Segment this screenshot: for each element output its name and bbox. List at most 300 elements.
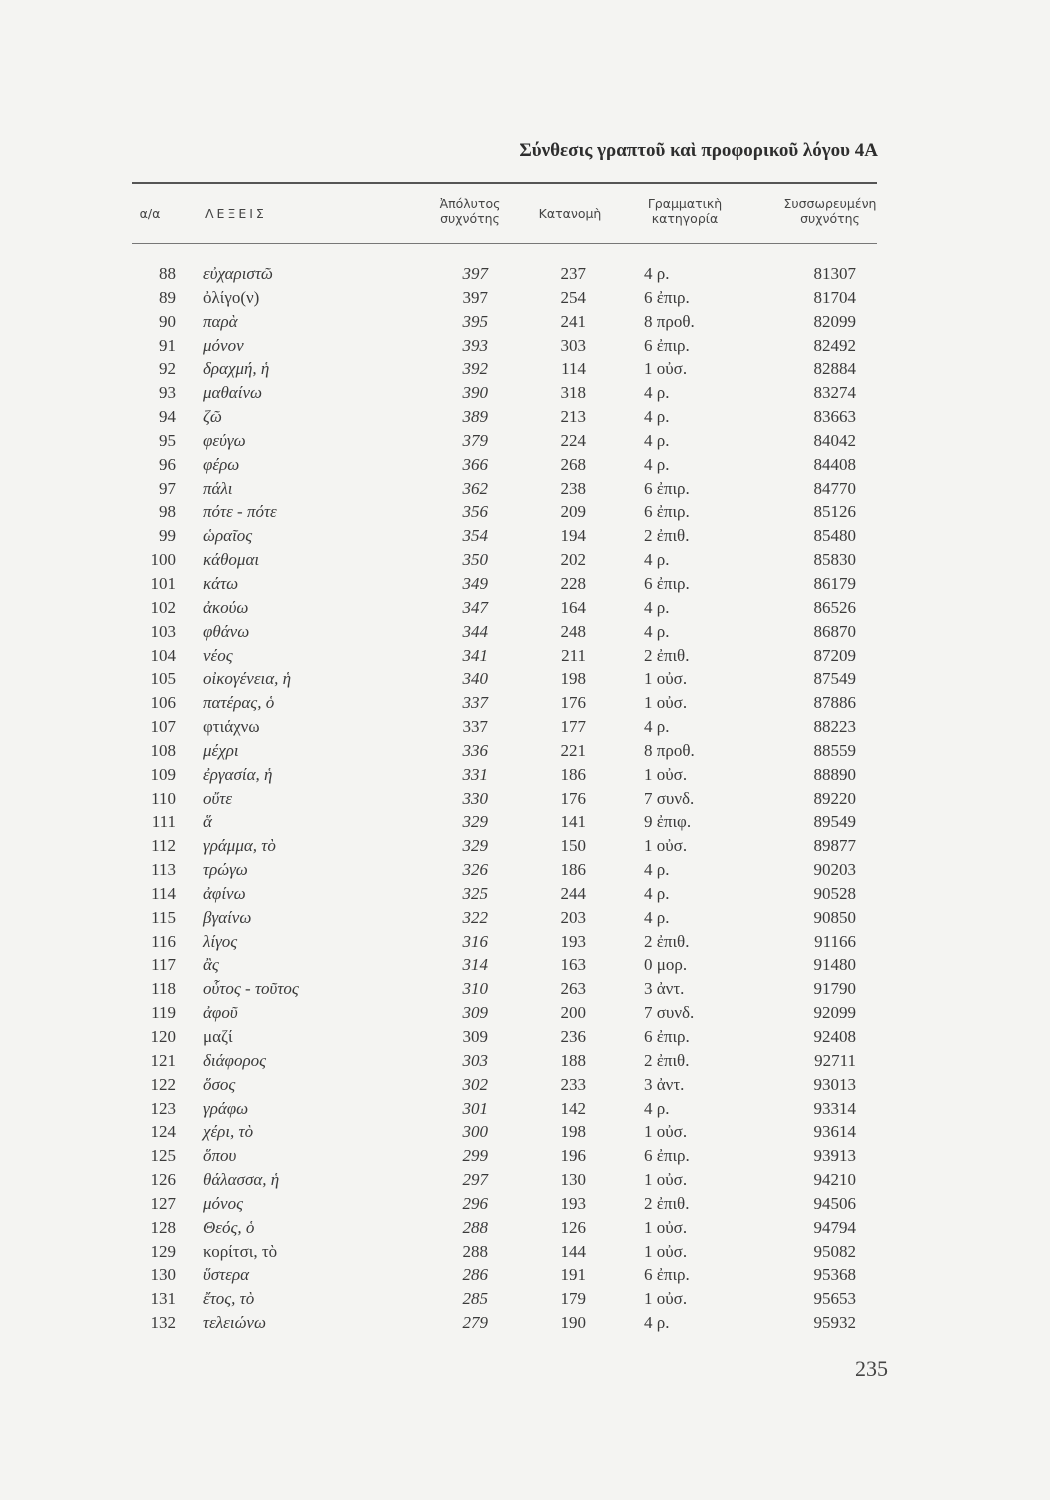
row-cumulative-frequency: 81307 (813, 264, 856, 283)
row-absolute-frequency: 389 (462, 407, 488, 427)
row-index: 125 (150, 1146, 176, 1166)
row-grammar-category: 8 προθ. (644, 740, 695, 760)
row-absolute-frequency: 325 (462, 883, 488, 903)
row-index: 108 (150, 740, 176, 760)
row-cumulative-frequency: 95653 (813, 1289, 856, 1309)
row-word: ἅ (203, 812, 212, 832)
row-index: 113 (151, 860, 176, 880)
row-distribution: 318 (560, 383, 586, 403)
row-cumulative-frequency: 92711 (814, 1050, 856, 1070)
table-row (0, 479, 1050, 503)
row-word: ὅσος (203, 1074, 236, 1094)
table-row (0, 1146, 1050, 1170)
row-distribution: 200 (560, 1003, 586, 1023)
row-index: 127 (150, 1193, 176, 1213)
row-grammar-category: 8 προθ. (644, 311, 695, 331)
frequency-table (0, 264, 1050, 1337)
row-word: γράφω (203, 1098, 249, 1118)
row-absolute-frequency: 330 (462, 788, 488, 808)
row-grammar-category: 4 ρ. (644, 383, 670, 403)
row-distribution: 237 (560, 264, 586, 283)
table-row (0, 1170, 1050, 1194)
row-word: φεύγω (203, 430, 246, 450)
row-cumulative-frequency: 87886 (813, 693, 856, 713)
table-row (0, 383, 1050, 407)
row-absolute-frequency: 379 (462, 430, 488, 450)
row-cumulative-frequency: 89549 (813, 812, 856, 832)
row-word: μαθαίνω (203, 383, 263, 403)
row-absolute-frequency: 288 (462, 1241, 488, 1261)
row-distribution: 144 (560, 1241, 586, 1261)
row-grammar-category: 6 ἐπιρ. (644, 1265, 690, 1285)
row-index: 117 (151, 955, 176, 975)
row-absolute-frequency: 316 (462, 931, 488, 951)
row-distribution: 194 (560, 526, 586, 546)
row-cumulative-frequency: 89220 (813, 788, 856, 808)
row-index: 131 (150, 1289, 176, 1309)
row-cumulative-frequency: 87209 (813, 645, 856, 665)
row-distribution: 191 (560, 1265, 586, 1285)
row-cumulative-frequency: 95368 (813, 1265, 856, 1285)
col-header-words: ΛΕΞΕΙΣ (205, 206, 267, 221)
row-word: λίγος (203, 931, 238, 951)
row-distribution: 241 (560, 311, 586, 331)
row-distribution: 248 (560, 621, 586, 641)
row-cumulative-frequency: 85480 (813, 526, 856, 546)
row-index: 89 (159, 287, 176, 307)
row-index: 128 (150, 1217, 176, 1237)
table-row (0, 1242, 1050, 1266)
row-cumulative-frequency: 93314 (813, 1098, 856, 1118)
row-cumulative-frequency: 87549 (813, 669, 856, 689)
row-word: φτιάχνω (203, 717, 260, 737)
row-grammar-category: 4 ρ. (644, 907, 670, 927)
row-word: μαζί (203, 1027, 233, 1046)
row-cumulative-frequency: 90528 (813, 883, 856, 903)
row-word: βγαίνω (203, 907, 252, 927)
row-word: μόνος (203, 1193, 243, 1213)
table-row (0, 932, 1050, 956)
row-grammar-category: 4 ρ. (644, 883, 670, 903)
row-grammar-category: 2 ἐπιθ. (644, 931, 690, 951)
row-word: ἔτος, τὸ (203, 1289, 255, 1309)
row-cumulative-frequency: 89877 (813, 836, 856, 856)
row-word: μέχρι (203, 740, 239, 760)
row-index: 96 (159, 454, 176, 474)
row-index: 124 (150, 1122, 176, 1142)
row-grammar-category: 6 ἐπιρ. (644, 502, 690, 522)
row-absolute-frequency: 326 (462, 860, 488, 880)
row-index: 109 (150, 764, 176, 784)
row-index: 130 (150, 1265, 176, 1285)
row-cumulative-frequency: 93614 (813, 1122, 856, 1142)
row-absolute-frequency: 344 (462, 621, 488, 641)
top-rule (132, 182, 877, 184)
row-grammar-category: 4 ρ. (644, 264, 670, 283)
row-index: 95 (159, 430, 176, 450)
row-cumulative-frequency: 93013 (813, 1074, 856, 1094)
row-cumulative-frequency: 88223 (813, 717, 856, 737)
row-absolute-frequency: 397 (462, 264, 488, 283)
row-index: 93 (159, 383, 176, 403)
row-index: 119 (151, 1003, 176, 1023)
row-absolute-frequency: 336 (462, 740, 488, 760)
row-word: ὡραῖος (203, 526, 253, 546)
row-distribution: 303 (560, 335, 586, 355)
row-index: 98 (159, 502, 176, 522)
row-cumulative-frequency: 94210 (813, 1170, 856, 1190)
row-grammar-category: 7 συνδ. (644, 788, 695, 808)
table-row (0, 1218, 1050, 1242)
row-distribution: 142 (560, 1098, 586, 1118)
row-distribution: 150 (560, 836, 586, 856)
row-grammar-category: 2 ἐπιθ. (644, 1050, 690, 1070)
row-distribution: 186 (560, 764, 586, 784)
table-row (0, 598, 1050, 622)
row-word: πότε - πότε (203, 502, 277, 522)
row-grammar-category: 1 οὐσ. (644, 669, 688, 689)
table-row (0, 955, 1050, 979)
row-absolute-frequency: 302 (462, 1074, 488, 1094)
row-index: 122 (150, 1074, 176, 1094)
table-row (0, 1051, 1050, 1075)
row-index: 129 (150, 1241, 176, 1261)
row-distribution: 244 (560, 883, 586, 903)
row-word: ἂς (203, 955, 219, 975)
row-grammar-category: 1 οὐσ. (644, 836, 688, 856)
table-row (0, 741, 1050, 765)
row-word: τελειώνω (203, 1313, 266, 1333)
row-absolute-frequency: 309 (462, 1027, 488, 1046)
row-grammar-category: 6 ἐπιρ. (644, 478, 690, 498)
row-cumulative-frequency: 86526 (813, 597, 856, 617)
row-absolute-frequency: 337 (462, 693, 488, 713)
table-row (0, 622, 1050, 646)
row-word: ἀφοῦ (203, 1003, 238, 1023)
row-index: 103 (150, 621, 176, 641)
row-index: 132 (150, 1313, 176, 1333)
row-word: κάτω (203, 573, 239, 593)
row-grammar-category: 6 ἐπιρ. (644, 1146, 690, 1166)
row-word: φέρω (203, 454, 240, 474)
table-row (0, 526, 1050, 550)
row-index: 102 (150, 597, 176, 617)
row-distribution: 228 (560, 573, 586, 593)
table-row (0, 264, 1050, 288)
row-index: 100 (150, 550, 176, 570)
row-cumulative-frequency: 91480 (813, 955, 856, 975)
row-word: πατέρας, ὁ (203, 693, 275, 713)
table-row (0, 1122, 1050, 1146)
row-grammar-category: 3 ἀντ. (644, 1074, 685, 1094)
row-grammar-category: 7 συνδ. (644, 1003, 695, 1023)
row-distribution: 176 (560, 693, 586, 713)
row-word: πάλι (203, 478, 233, 498)
row-cumulative-frequency: 85126 (813, 502, 856, 522)
row-absolute-frequency: 310 (462, 979, 488, 999)
row-absolute-frequency: 296 (462, 1193, 488, 1213)
row-absolute-frequency: 279 (462, 1313, 488, 1333)
row-grammar-category: 4 ρ. (644, 407, 670, 427)
row-word: ἐργασία, ἡ (203, 764, 273, 784)
table-row (0, 1265, 1050, 1289)
row-index: 90 (159, 311, 176, 331)
row-word: ἀκούω (203, 597, 249, 617)
row-index: 88 (159, 264, 176, 283)
row-grammar-category: 1 οὐσ. (644, 1217, 688, 1237)
row-cumulative-frequency: 95932 (813, 1313, 856, 1333)
row-absolute-frequency: 322 (462, 907, 488, 927)
row-distribution: 263 (560, 979, 586, 999)
row-word: μόνον (203, 335, 244, 355)
col-header-grammar-line2: κατηγορία (651, 211, 719, 226)
table-row (0, 431, 1050, 455)
row-distribution: 193 (560, 1193, 586, 1213)
row-grammar-category: 4 ρ. (644, 717, 670, 737)
row-absolute-frequency: 288 (462, 1217, 488, 1237)
row-distribution: 203 (560, 907, 586, 927)
row-grammar-category: 1 οὐσ. (644, 1241, 688, 1261)
table-row (0, 1003, 1050, 1027)
table-row (0, 336, 1050, 360)
row-absolute-frequency: 300 (462, 1122, 488, 1142)
table-row (0, 1313, 1050, 1337)
table-row (0, 717, 1050, 741)
row-absolute-frequency: 354 (462, 526, 488, 546)
row-word: οὔτε (203, 788, 233, 808)
col-header-distribution: Κατανομὴ (538, 206, 602, 221)
row-cumulative-frequency: 84770 (813, 478, 856, 498)
row-grammar-category: 4 ρ. (644, 430, 670, 450)
row-distribution: 213 (560, 407, 586, 427)
row-grammar-category: 4 ρ. (644, 454, 670, 474)
row-word: ὅπου (203, 1146, 237, 1166)
row-grammar-category: 1 οὐσ. (644, 1289, 688, 1309)
row-grammar-category: 4 ρ. (644, 1098, 670, 1118)
header-rule (132, 243, 877, 244)
row-distribution: 238 (560, 478, 586, 498)
row-distribution: 211 (561, 645, 586, 665)
col-header-absolute-line2: συχνότης (440, 211, 500, 226)
row-absolute-frequency: 392 (462, 359, 488, 379)
row-word: γράμμα, τὸ (203, 836, 276, 856)
row-distribution: 179 (560, 1289, 586, 1309)
row-cumulative-frequency: 92408 (813, 1027, 856, 1046)
table-row (0, 812, 1050, 836)
row-word: παρὰ (203, 311, 238, 331)
row-index: 92 (159, 359, 176, 379)
row-grammar-category: 6 ἐπιρ. (644, 287, 690, 307)
row-distribution: 209 (560, 502, 586, 522)
row-word: ὕστερα (203, 1265, 250, 1285)
table-row (0, 550, 1050, 574)
table-row (0, 1027, 1050, 1051)
row-grammar-category: 1 οὐσ. (644, 359, 688, 379)
table-row (0, 979, 1050, 1003)
col-header-absolute-line1: Ἀπόλυτος (439, 196, 501, 211)
table-row (0, 407, 1050, 431)
row-distribution: 224 (560, 430, 586, 450)
row-grammar-category: 6 ἐπιρ. (644, 573, 690, 593)
row-absolute-frequency: 329 (462, 836, 488, 856)
row-index: 105 (150, 669, 176, 689)
row-absolute-frequency: 286 (462, 1265, 488, 1285)
row-index: 110 (151, 788, 176, 808)
row-grammar-category: 1 οὐσ. (644, 1122, 688, 1142)
row-cumulative-frequency: 90850 (813, 907, 856, 927)
row-word: οὗτος - τοῦτος (203, 979, 299, 999)
row-absolute-frequency: 303 (462, 1050, 488, 1070)
row-word: οἰκογένεια, ἡ (203, 669, 292, 689)
row-cumulative-frequency: 95082 (813, 1241, 856, 1261)
table-row (0, 288, 1050, 312)
row-word: θάλασσα, ἡ (203, 1170, 280, 1190)
row-absolute-frequency: 390 (462, 383, 488, 403)
table-row (0, 860, 1050, 884)
table-row (0, 312, 1050, 336)
row-word: ὀλίγο(ν) (203, 287, 260, 307)
table-row (0, 1194, 1050, 1218)
col-header-cumulative (770, 196, 890, 226)
row-cumulative-frequency: 83274 (813, 383, 856, 403)
row-cumulative-frequency: 83663 (813, 407, 856, 427)
row-grammar-category: 0 μορ. (644, 955, 688, 975)
row-cumulative-frequency: 84042 (813, 430, 856, 450)
table-row (0, 765, 1050, 789)
table-row (0, 789, 1050, 813)
row-absolute-frequency: 309 (462, 1003, 488, 1023)
row-cumulative-frequency: 91790 (813, 979, 856, 999)
row-index: 112 (151, 836, 176, 856)
row-cumulative-frequency: 90203 (813, 860, 856, 880)
row-word: νέος (203, 645, 233, 665)
row-absolute-frequency: 397 (462, 287, 488, 307)
row-absolute-frequency: 341 (462, 645, 488, 665)
row-cumulative-frequency: 82099 (813, 311, 856, 331)
row-distribution: 193 (560, 931, 586, 951)
row-absolute-frequency: 366 (462, 454, 488, 474)
row-distribution: 126 (560, 1217, 586, 1237)
row-word: ζῶ (203, 407, 222, 427)
row-grammar-category: 2 ἐπιθ. (644, 1193, 690, 1213)
row-absolute-frequency: 314 (462, 955, 488, 975)
row-index: 118 (151, 979, 176, 999)
row-grammar-category: 4 ρ. (644, 597, 670, 617)
row-cumulative-frequency: 82884 (813, 359, 856, 379)
row-word: Θεός, ὁ (203, 1217, 255, 1237)
row-distribution: 163 (560, 955, 586, 975)
row-distribution: 198 (560, 1122, 586, 1142)
row-word: τρώγω (203, 860, 248, 880)
row-grammar-category: 1 οὐσ. (644, 1170, 688, 1190)
table-row (0, 1289, 1050, 1313)
table-row (0, 693, 1050, 717)
row-index: 116 (151, 931, 176, 951)
row-grammar-category: 6 ἐπιρ. (644, 1027, 690, 1046)
row-index: 120 (150, 1027, 176, 1046)
row-absolute-frequency: 329 (462, 812, 488, 832)
row-distribution: 177 (560, 717, 586, 737)
row-absolute-frequency: 331 (462, 764, 488, 784)
row-distribution: 221 (560, 740, 586, 760)
row-index: 101 (150, 573, 176, 593)
row-index: 107 (150, 717, 176, 737)
row-absolute-frequency: 285 (462, 1289, 488, 1309)
table-row (0, 359, 1050, 383)
col-header-grammar (635, 196, 735, 226)
row-cumulative-frequency: 94794 (813, 1217, 856, 1237)
row-absolute-frequency: 393 (462, 335, 488, 355)
col-header-index: α/α (139, 206, 161, 221)
row-index: 115 (151, 907, 176, 927)
row-distribution: 202 (560, 550, 586, 570)
row-absolute-frequency: 340 (462, 669, 488, 689)
row-absolute-frequency: 349 (462, 573, 488, 593)
row-cumulative-frequency: 86179 (813, 573, 856, 593)
row-index: 99 (159, 526, 176, 546)
row-cumulative-frequency: 82492 (813, 335, 856, 355)
row-distribution: 268 (560, 454, 586, 474)
row-grammar-category: 3 ἀντ. (644, 979, 685, 999)
row-grammar-category: 1 οὐσ. (644, 764, 688, 784)
row-grammar-category: 9 ἐπιφ. (644, 812, 692, 832)
row-cumulative-frequency: 81704 (813, 287, 856, 307)
table-row (0, 502, 1050, 526)
col-header-cumulative-line2: συχνότης (800, 211, 860, 226)
row-distribution: 196 (560, 1146, 586, 1166)
row-absolute-frequency: 347 (462, 597, 488, 617)
row-cumulative-frequency: 88890 (813, 764, 856, 784)
row-index: 126 (150, 1170, 176, 1190)
row-distribution: 176 (560, 788, 586, 808)
row-word: εὐχαριστῶ (203, 264, 273, 283)
row-cumulative-frequency: 91166 (814, 931, 856, 951)
row-index: 91 (159, 335, 176, 355)
row-distribution: 141 (560, 812, 586, 832)
row-absolute-frequency: 356 (462, 502, 488, 522)
row-cumulative-frequency: 92099 (813, 1003, 856, 1023)
row-index: 114 (151, 883, 176, 903)
row-distribution: 188 (560, 1050, 586, 1070)
row-distribution: 130 (560, 1170, 586, 1190)
row-distribution: 198 (560, 669, 586, 689)
row-cumulative-frequency: 88559 (813, 740, 856, 760)
row-word: χέρι, τὸ (203, 1122, 254, 1142)
row-distribution: 164 (560, 597, 586, 617)
col-header-absolute (420, 196, 520, 226)
row-absolute-frequency: 350 (462, 550, 488, 570)
row-absolute-frequency: 297 (462, 1170, 488, 1190)
table-row (0, 1075, 1050, 1099)
row-cumulative-frequency: 84408 (813, 454, 856, 474)
row-absolute-frequency: 299 (462, 1146, 488, 1166)
row-distribution: 233 (560, 1074, 586, 1094)
row-grammar-category: 4 ρ. (644, 1313, 670, 1333)
table-row (0, 884, 1050, 908)
row-index: 104 (150, 645, 176, 665)
row-word: κορίτσι, τὸ (203, 1241, 278, 1261)
row-grammar-category: 4 ρ. (644, 550, 670, 570)
table-row (0, 574, 1050, 598)
row-absolute-frequency: 362 (462, 478, 488, 498)
row-index: 106 (150, 693, 176, 713)
table-row (0, 646, 1050, 670)
row-distribution: 114 (561, 359, 586, 379)
table-row (0, 836, 1050, 860)
row-word: ἀφίνω (203, 883, 246, 903)
row-word: διάφορος (203, 1050, 267, 1070)
row-grammar-category: 4 ρ. (644, 621, 670, 641)
